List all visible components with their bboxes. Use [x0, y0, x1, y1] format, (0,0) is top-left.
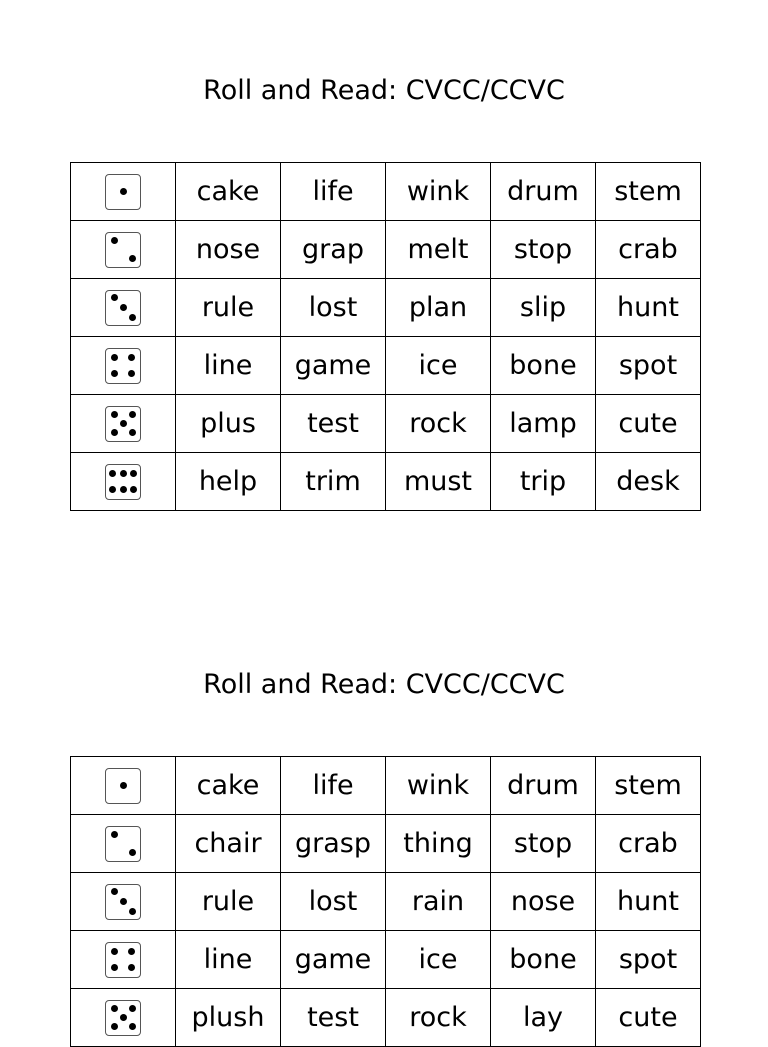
table-row [71, 815, 701, 873]
word-cell: life [281, 757, 386, 815]
die-pip [120, 188, 127, 195]
word-cell: wink [386, 163, 491, 221]
worksheet-title: Roll and Read: CVCC/CCVC [203, 75, 565, 106]
die-cell [71, 221, 176, 279]
die-pip [111, 294, 118, 301]
word-cell: game [281, 337, 386, 395]
die-pip [111, 370, 118, 377]
word-cell: help [176, 453, 281, 511]
die-pip [111, 831, 118, 838]
die-face-two-icon [105, 826, 141, 862]
die-pip [129, 411, 136, 418]
die-pip [111, 964, 118, 971]
die-cell [71, 279, 176, 337]
word-cell: ice [386, 931, 491, 989]
word-cell: line [176, 931, 281, 989]
word-cell: test [281, 989, 386, 1047]
die-face-one-icon [105, 768, 141, 804]
word-cell: cute [596, 989, 701, 1047]
die-pip [120, 420, 127, 427]
die-face-one-icon [105, 174, 141, 210]
word-cell: cake [176, 757, 281, 815]
word-cell: game [281, 931, 386, 989]
word-cell: crab [596, 221, 701, 279]
word-cell: bone [491, 337, 596, 395]
die-cell [71, 757, 176, 815]
word-cell: must [386, 453, 491, 511]
die-face-two-icon [105, 232, 141, 268]
die-pip [111, 237, 118, 244]
die-face-four-icon [105, 942, 141, 978]
die-face-six-icon [105, 464, 141, 500]
word-cell: stop [491, 221, 596, 279]
word-cell: wink [386, 757, 491, 815]
table-row [71, 163, 701, 221]
die-pip [120, 486, 127, 493]
word-cell: rain [386, 873, 491, 931]
die-face-five-icon [105, 1000, 141, 1036]
die-pip [130, 486, 137, 493]
word-cell: desk [596, 453, 701, 511]
die-cell [71, 163, 176, 221]
die-pip [120, 898, 127, 905]
word-cell: drum [491, 163, 596, 221]
die-pip [120, 470, 127, 477]
word-cell: grap [281, 221, 386, 279]
roll-read-table [70, 162, 701, 511]
die-pip [129, 314, 136, 321]
word-cell: drum [491, 757, 596, 815]
table-row [71, 337, 701, 395]
die-face-three-icon [105, 290, 141, 326]
word-cell: thing [386, 815, 491, 873]
word-cell: grasp [281, 815, 386, 873]
die-cell [71, 873, 176, 931]
word-cell: spot [596, 931, 701, 989]
word-cell: lost [281, 873, 386, 931]
word-cell: rule [176, 279, 281, 337]
table-row [71, 453, 701, 511]
die-cell [71, 337, 176, 395]
die-pip [128, 964, 135, 971]
word-cell: line [176, 337, 281, 395]
die-cell [71, 931, 176, 989]
word-cell: trim [281, 453, 386, 511]
die-pip [120, 782, 127, 789]
word-cell: spot [596, 337, 701, 395]
word-cell: nose [176, 221, 281, 279]
word-cell: rock [386, 395, 491, 453]
die-pip [111, 429, 118, 436]
die-pip [128, 948, 135, 955]
word-cell: plus [176, 395, 281, 453]
word-cell: rule [176, 873, 281, 931]
die-pip [109, 486, 116, 493]
die-pip [120, 304, 127, 311]
word-cell: trip [491, 453, 596, 511]
word-cell: hunt [596, 873, 701, 931]
die-cell [71, 395, 176, 453]
die-pip [111, 948, 118, 955]
die-pip [128, 354, 135, 361]
word-cell: ice [386, 337, 491, 395]
die-pip [111, 1023, 118, 1030]
word-cell: cute [596, 395, 701, 453]
word-cell: plan [386, 279, 491, 337]
word-cell: bone [491, 931, 596, 989]
word-cell: rock [386, 989, 491, 1047]
die-pip [129, 255, 136, 262]
table-row [71, 757, 701, 815]
die-pip [129, 1023, 136, 1030]
word-cell: plush [176, 989, 281, 1047]
die-pip [111, 1005, 118, 1012]
die-face-four-icon [105, 348, 141, 384]
word-cell: cake [176, 163, 281, 221]
table-row [71, 279, 701, 337]
word-cell: melt [386, 221, 491, 279]
die-face-three-icon [105, 884, 141, 920]
die-pip [129, 1005, 136, 1012]
die-cell [71, 989, 176, 1047]
word-cell: hunt [596, 279, 701, 337]
word-cell: life [281, 163, 386, 221]
table-row [71, 989, 701, 1047]
word-cell: stem [596, 757, 701, 815]
word-cell: test [281, 395, 386, 453]
word-cell: nose [491, 873, 596, 931]
table-row [71, 931, 701, 989]
die-pip [130, 470, 137, 477]
die-pip [111, 888, 118, 895]
die-pip [111, 354, 118, 361]
word-cell: lost [281, 279, 386, 337]
word-cell: crab [596, 815, 701, 873]
die-pip [111, 411, 118, 418]
die-pip [129, 908, 136, 915]
die-cell [71, 453, 176, 511]
table-row [71, 395, 701, 453]
die-pip [129, 849, 136, 856]
roll-read-table [70, 756, 701, 1047]
word-cell: stop [491, 815, 596, 873]
word-cell: chair [176, 815, 281, 873]
die-pip [120, 1014, 127, 1021]
die-face-five-icon [105, 406, 141, 442]
word-cell: lamp [491, 395, 596, 453]
word-cell: lay [491, 989, 596, 1047]
word-cell: stem [596, 163, 701, 221]
table-row [71, 873, 701, 931]
die-pip [128, 370, 135, 377]
table-row [71, 221, 701, 279]
worksheet-title: Roll and Read: CVCC/CCVC [203, 669, 565, 700]
word-cell: slip [491, 279, 596, 337]
die-pip [109, 470, 116, 477]
die-pip [129, 429, 136, 436]
die-cell [71, 815, 176, 873]
